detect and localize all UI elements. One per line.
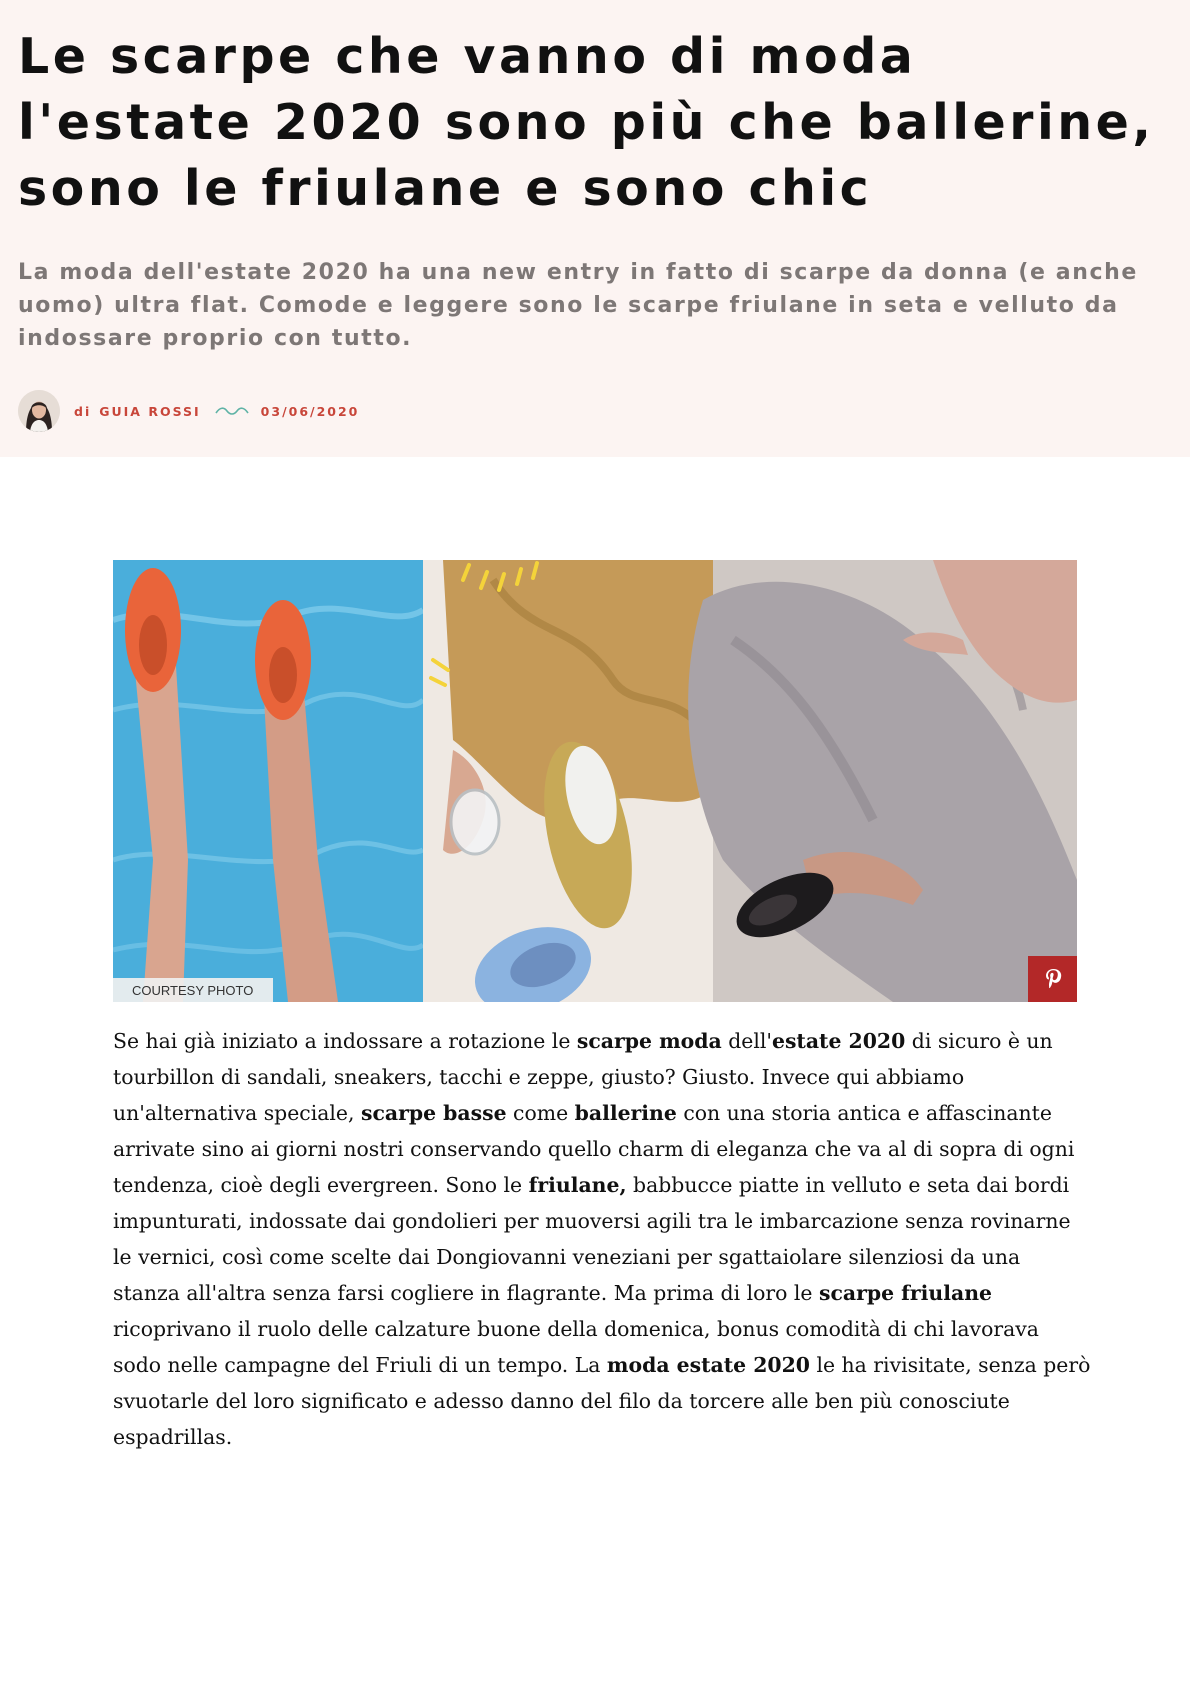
body-text: babbucce piatte in velluto e seta dai bordi impunturati, indossate dai gondolieri per muoversi agili tra le imbarcazione senza rovinarne le vernici, così come scelte dai Dongiovanni veneziani per sgattaiolare silenziosi da una stanza all'altra senza farsi cogliere in flagrante. Ma prima di loro le bbox=[113, 1173, 1071, 1305]
body-text: Se hai già iniziato a indossare a rotazione le bbox=[113, 1029, 577, 1053]
body-emphasis: scarpe moda bbox=[576, 1029, 722, 1053]
body-emphasis: scarpe basse bbox=[360, 1101, 507, 1125]
body-text: di sicuro è un tourbillon di sandali, sneakers, tacchi e zeppe, giusto? Giusto. Invece qui abbiamo un'alternativa speciale, bbox=[113, 1029, 1053, 1125]
body-text: ricoprivano il ruolo delle calzature buone della domenica, bonus comodità di chi lavorava sodo nelle campagne del Friuli di un tempo. La bbox=[113, 1317, 1039, 1377]
author-avatar[interactable] bbox=[18, 390, 60, 432]
publish-date: 03/06/2020 bbox=[260, 403, 360, 419]
body-text: come bbox=[506, 1101, 575, 1125]
body-text: dell' bbox=[721, 1029, 772, 1053]
body-text: con una storia antica e affascinante arrivate sino ai giorni nostri conservando quello charm di eleganza che va al di sopra di ogni tendenza, cioè degli evergreen. Sono le bbox=[113, 1101, 1075, 1197]
body-emphasis: scarpe friulane bbox=[818, 1281, 992, 1305]
body-emphasis: friulane, bbox=[528, 1173, 627, 1197]
article-header bbox=[0, 0, 1190, 457]
author-portrait-icon bbox=[18, 390, 60, 432]
body-emphasis: estate 2020 bbox=[771, 1029, 906, 1053]
body-emphasis: ballerine bbox=[574, 1101, 677, 1125]
byline-prefix: di bbox=[74, 403, 92, 419]
author-name[interactable]: GUIA ROSSI bbox=[99, 403, 201, 419]
article-dek: La moda dell'estate 2020 ha una new entry in fatto di scarpe da donna (e anche uomo) ultra flat. Comode e leggere sono le scarpe friulane in seta e velluto da indossare proprio con tutto. bbox=[18, 260, 1138, 351]
photo-credit: COURTESY PHOTO bbox=[113, 978, 273, 1002]
pinterest-share-button[interactable] bbox=[1028, 956, 1077, 1002]
article-title: Le scarpe che vanno di moda l'estate 2020 sono più che ballerine, sono le friulane e sono chic bbox=[18, 28, 1155, 217]
body-emphasis: moda estate 2020 bbox=[606, 1353, 810, 1377]
friulane-collage-image bbox=[113, 560, 1077, 1002]
pinterest-icon bbox=[1044, 968, 1062, 990]
wave-divider-icon bbox=[215, 405, 249, 417]
article-body bbox=[113, 1023, 1093, 1455]
byline bbox=[18, 390, 359, 432]
hero-photo bbox=[113, 560, 1077, 1002]
body-text: le ha rivisitate, senza però svuotarle del loro significato e adesso danno del filo da torcere alle ben più conosciute espadrillas. bbox=[113, 1353, 1091, 1449]
